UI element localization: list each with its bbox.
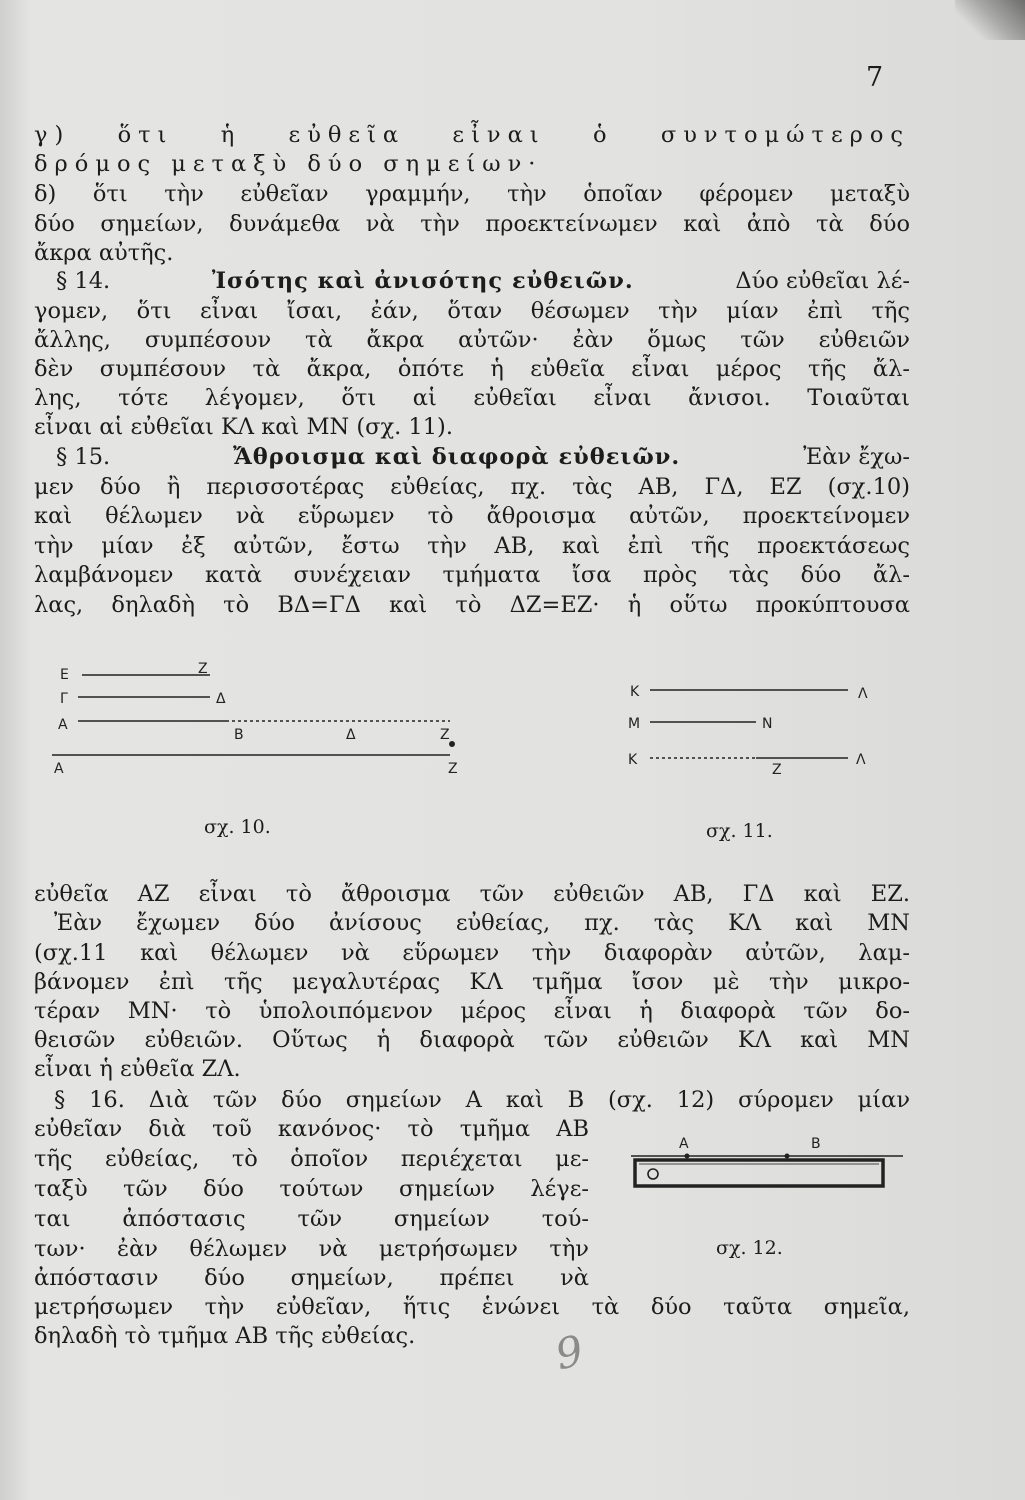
label-Z: Ζ [198,661,208,677]
section-title: Ἄθροισμα καὶ διαφορὰ εὐθειῶν. [233,444,681,470]
text-line: ἄλλης, συμπέσουν τὰ ἄκρα αὐτῶν· ἐὰν ὅμως τῶν εὐθειῶν [34,327,910,353]
label-G: Γ [60,691,68,707]
text-line: μεν δύο ἢ περισσοτέρας εὐθείας, πχ. τὰς ΑΒ, ΓΔ, ΕΖ (σχ.10) [34,474,910,500]
figure-11 [620,670,900,780]
handwritten-mark: 9 [551,1325,588,1380]
text-line: ἀπόστασιν δύο σημείων, πρέπει νὰ [34,1265,589,1291]
text-line: μετρήσωμεν τὴν εὐθεῖαν, ἥτις ἑνώνει τὰ δύο ταῦτα σημεῖα, [34,1294,910,1320]
point-marker [449,741,455,747]
text-line: δρόμος μεταξὺ δύο σημείων· [34,151,543,177]
label-Z: Ζ [772,762,782,778]
text-line: γομεν, ὅτι εἶναι ἴσαι, ἐάν, ὅταν θέσωμεν τὴν μίαν ἐπὶ τῆς [34,298,910,324]
text-line: βάνομεν ἐπὶ τῆς μεγαλυτέρας ΚΛ τμῆμα ἴσον μὲ τὴν μικρο- [34,969,910,995]
text-line: τὴν μίαν ἐξ αὐτῶν, ἔστω τὴν ΑΒ, καὶ ἐπὶ τῆς προεκτάσεως [34,533,910,559]
label-L: Λ [858,686,868,702]
label-Z3: Ζ [448,761,458,777]
text-line: εἶναι αἱ εὐθεῖαι ΚΛ καὶ ΜΝ (σχ. 11). [34,414,453,440]
label-A: Α [679,1136,689,1152]
label-A2: Α [54,761,64,777]
label-L2: Λ [856,752,866,768]
point-A [685,1154,690,1159]
text-line: τέραν ΜΝ· τὸ ὑπολοιπόμενον μέρος εἶναι ἡ διαφορὰ τῶν δο- [34,998,910,1024]
section-number: § 14. [56,268,111,294]
label-A: Α [58,717,68,733]
label-B: Β [234,727,244,743]
text-line: ταξὺ τῶν δύο τούτων σημείων λέγε- [34,1176,589,1202]
text-line: εὐθεῖαν διὰ τοῦ κανόνος· τὸ τμῆμα ΑΒ [34,1116,589,1142]
section-text: Ἐὰν ἔχω- [803,444,910,470]
text-line: δηλαδὴ τὸ τμῆμα ΑΒ τῆς εὐθείας. [34,1323,416,1349]
page-number: 7 [866,62,884,93]
text-line: καὶ θέλωμεν νὰ εὕρωμεν τὸ ἄθροισμα αὐτῶν, προεκτείνομεν [34,503,910,529]
section-title: Ἰσότης καὶ ἀνισότης εὐθειῶν. [211,268,634,294]
label-B: Β [811,1136,821,1152]
text-line: ἄκρα αὐτῆς. [34,240,174,266]
text-line: δὲν συμπέσουν τὰ ἄκρα, ὁπότε ἡ εὐθεῖα εἶναι μέρος τῆς ἄλ- [34,356,910,382]
page-corner-shadow [955,0,1025,40]
label-Z2: Ζ [440,727,450,743]
text-line: εἶναι ἡ εὐθεῖα ΖΛ. [34,1056,241,1082]
text-line: λης, τότε λέγομεν, ὅτι αἱ εὐθεῖαι εἶναι ἄνισοι. Τοιαῦται [34,385,910,411]
point-B [785,1154,790,1159]
text-line: των· ἐὰν θέλωμεν νὰ μετρήσωμεν τὴν [34,1236,589,1262]
label-E: Ε [60,667,69,683]
text-line: γ) ὅτι ἡ εὐθεῖα εἶναι ὁ συντομώτερος [34,122,910,148]
label-D: Δ [216,691,226,707]
ruler-hole [648,1169,658,1179]
figure-caption: σχ. 11. [706,820,773,842]
label-K2: Κ [628,752,638,768]
text-line: § 16. Διὰ τῶν δύο σημείων Α καὶ Β (σχ. 12) σύρομεν μίαν [54,1087,910,1113]
text-line: λας, δηλαδὴ τὸ ΒΔ=ΓΔ καὶ τὸ ΔΖ=ΕΖ· ἡ οὕτω προκύπτουσα [34,592,910,618]
section-heading [34,267,910,295]
figure-10 [40,655,480,785]
label-N: Ν [762,716,773,732]
text-line: δύο σημείων, δυνάμεθα νὰ τὴν προεκτείνωμεν καὶ ἀπὸ τὰ δύο [34,211,910,237]
text-line: εὐθεῖα ΑΖ εἶναι τὸ ἄθροισμα τῶν εὐθειῶν ΑΒ, ΓΔ καὶ ΕΖ. [34,881,910,907]
label-D2: Δ [346,727,356,743]
label-K: Κ [630,684,640,700]
text-line: θεισῶν εὐθειῶν. Οὕτως ἡ διαφορὰ τῶν εὐθειῶν ΚΛ καὶ ΜΝ [34,1027,910,1053]
text-line: δ) ὅτι τὴν εὐθεῖαν γραμμήν, τὴν ὁποῖαν φέρομεν μεταξὺ [34,181,910,207]
label-M: Μ [628,716,641,732]
section-heading [34,443,910,471]
figure-caption: σχ. 12. [716,1237,783,1259]
section-text: Δύο εὐθεῖαι λέ- [735,268,910,294]
text-line: τῆς εὐθείας, τὸ ὁποῖον περιέχεται με- [34,1146,589,1172]
text-line: (σχ.11 καὶ θέλωμεν νὰ εὕρωμεν τὴν διαφορὰν αὐτῶν, λαμ- [34,940,910,966]
section-number: § 15. [56,444,111,470]
text-line: ται ἀπόστασις τῶν σημείων τού- [34,1206,589,1232]
figure-caption: σχ. 10. [204,816,271,838]
text-line: Ἐὰν ἔχωμεν δύο ἀνίσους εὐθείας, πχ. τὰς ΚΛ καὶ ΜΝ [54,910,910,936]
figure-12 [625,1130,910,1200]
text-line: λαμβάνομεν κατὰ συνέχειαν τμήματα ἴσα πρὸς τὰς δύο ἄλ- [34,562,910,588]
